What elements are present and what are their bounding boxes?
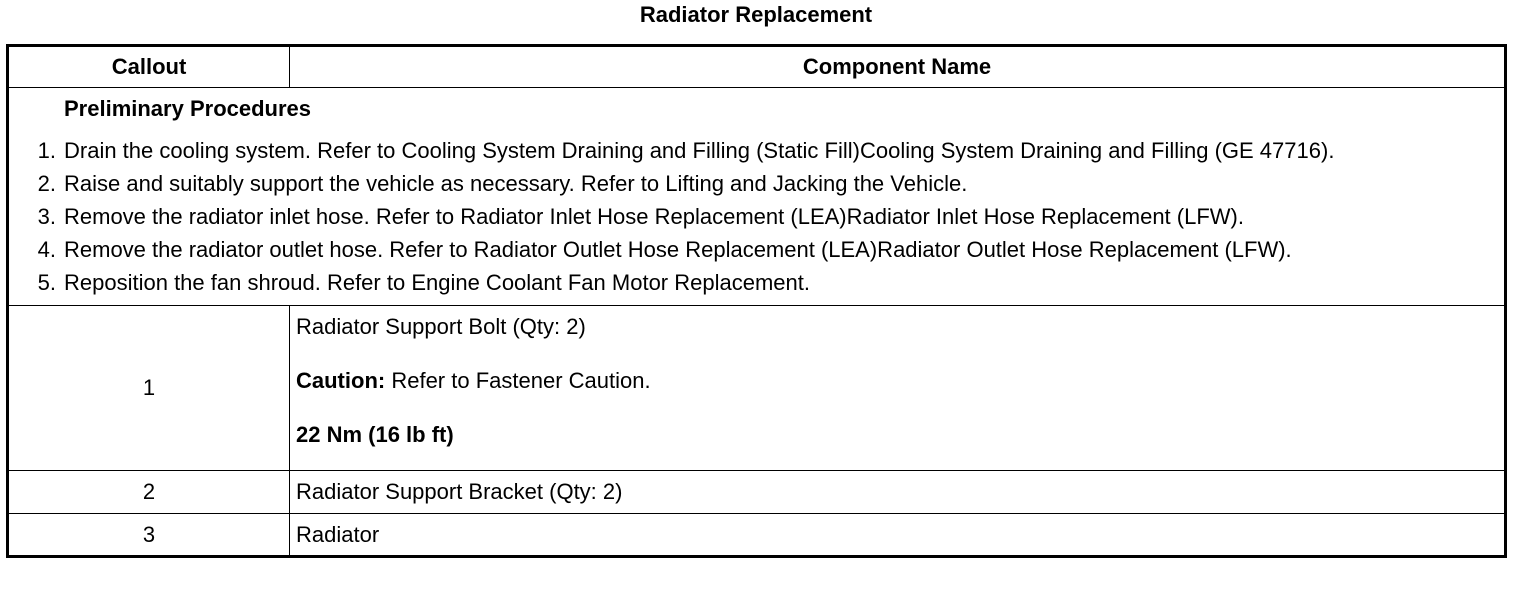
step-text: Remove the radiator inlet hose. Refer to Radiator Inlet Hose Replacement (LEA)Radiator Inlet Hose Replacement (LFW). xyxy=(64,204,1244,229)
header-callout: Callout xyxy=(8,46,290,88)
step-text: Raise and suitably support the vehicle as necessary. Refer to Lifting and Jacking the Vehicle. xyxy=(64,171,968,196)
step-number: 5. xyxy=(37,270,56,295)
step-number: 3. xyxy=(37,204,56,229)
step-item xyxy=(9,169,1504,202)
step-number: 4. xyxy=(37,237,56,262)
document-title: Radiator Replacement xyxy=(639,2,873,27)
step-number: 1. xyxy=(37,138,56,163)
preliminary-row xyxy=(8,88,1506,306)
step-text: Reposition the fan shroud. Refer to Engine Coolant Fan Motor Replacement. xyxy=(64,270,810,295)
step-text: Drain the cooling system. Refer to Cooling System Draining and Filling (Static Fill)Cooling System Draining and Filling (GE 47716). xyxy=(64,138,1335,163)
table-row xyxy=(8,514,1506,557)
table-row xyxy=(8,306,1506,471)
step-item xyxy=(9,235,1504,268)
caution-text: Refer to Fastener Caution. xyxy=(391,368,651,393)
component-cell xyxy=(290,306,1506,471)
step-item xyxy=(9,202,1504,235)
table-row xyxy=(8,471,1506,514)
component-table xyxy=(6,44,1507,558)
component-name: Radiator xyxy=(290,514,1506,557)
preliminary-heading: Preliminary Procedures xyxy=(64,96,312,121)
component-name: Radiator Support Bolt (Qty: 2) xyxy=(296,314,586,339)
torque-spec: 22 Nm (16 lb ft) xyxy=(296,422,454,447)
caution-line xyxy=(296,368,1504,394)
step-number: 2. xyxy=(37,171,56,196)
callout-cell: 2 xyxy=(8,471,290,514)
preliminary-steps xyxy=(9,136,1504,301)
header-component-name: Component Name xyxy=(290,46,1506,88)
callout-cell: 3 xyxy=(8,514,290,557)
component-name: Radiator Support Bracket (Qty: 2) xyxy=(290,471,1506,514)
step-item xyxy=(9,136,1504,169)
step-item xyxy=(9,268,1504,301)
caution-label: Caution: xyxy=(296,368,386,393)
table-header-row xyxy=(8,46,1506,88)
callout-cell: 1 xyxy=(8,306,290,471)
preliminary-cell xyxy=(8,88,1506,306)
step-text: Remove the radiator outlet hose. Refer to Radiator Outlet Hose Replacement (LEA)Radiator Outlet Hose Replacement (LFW). xyxy=(64,237,1292,262)
